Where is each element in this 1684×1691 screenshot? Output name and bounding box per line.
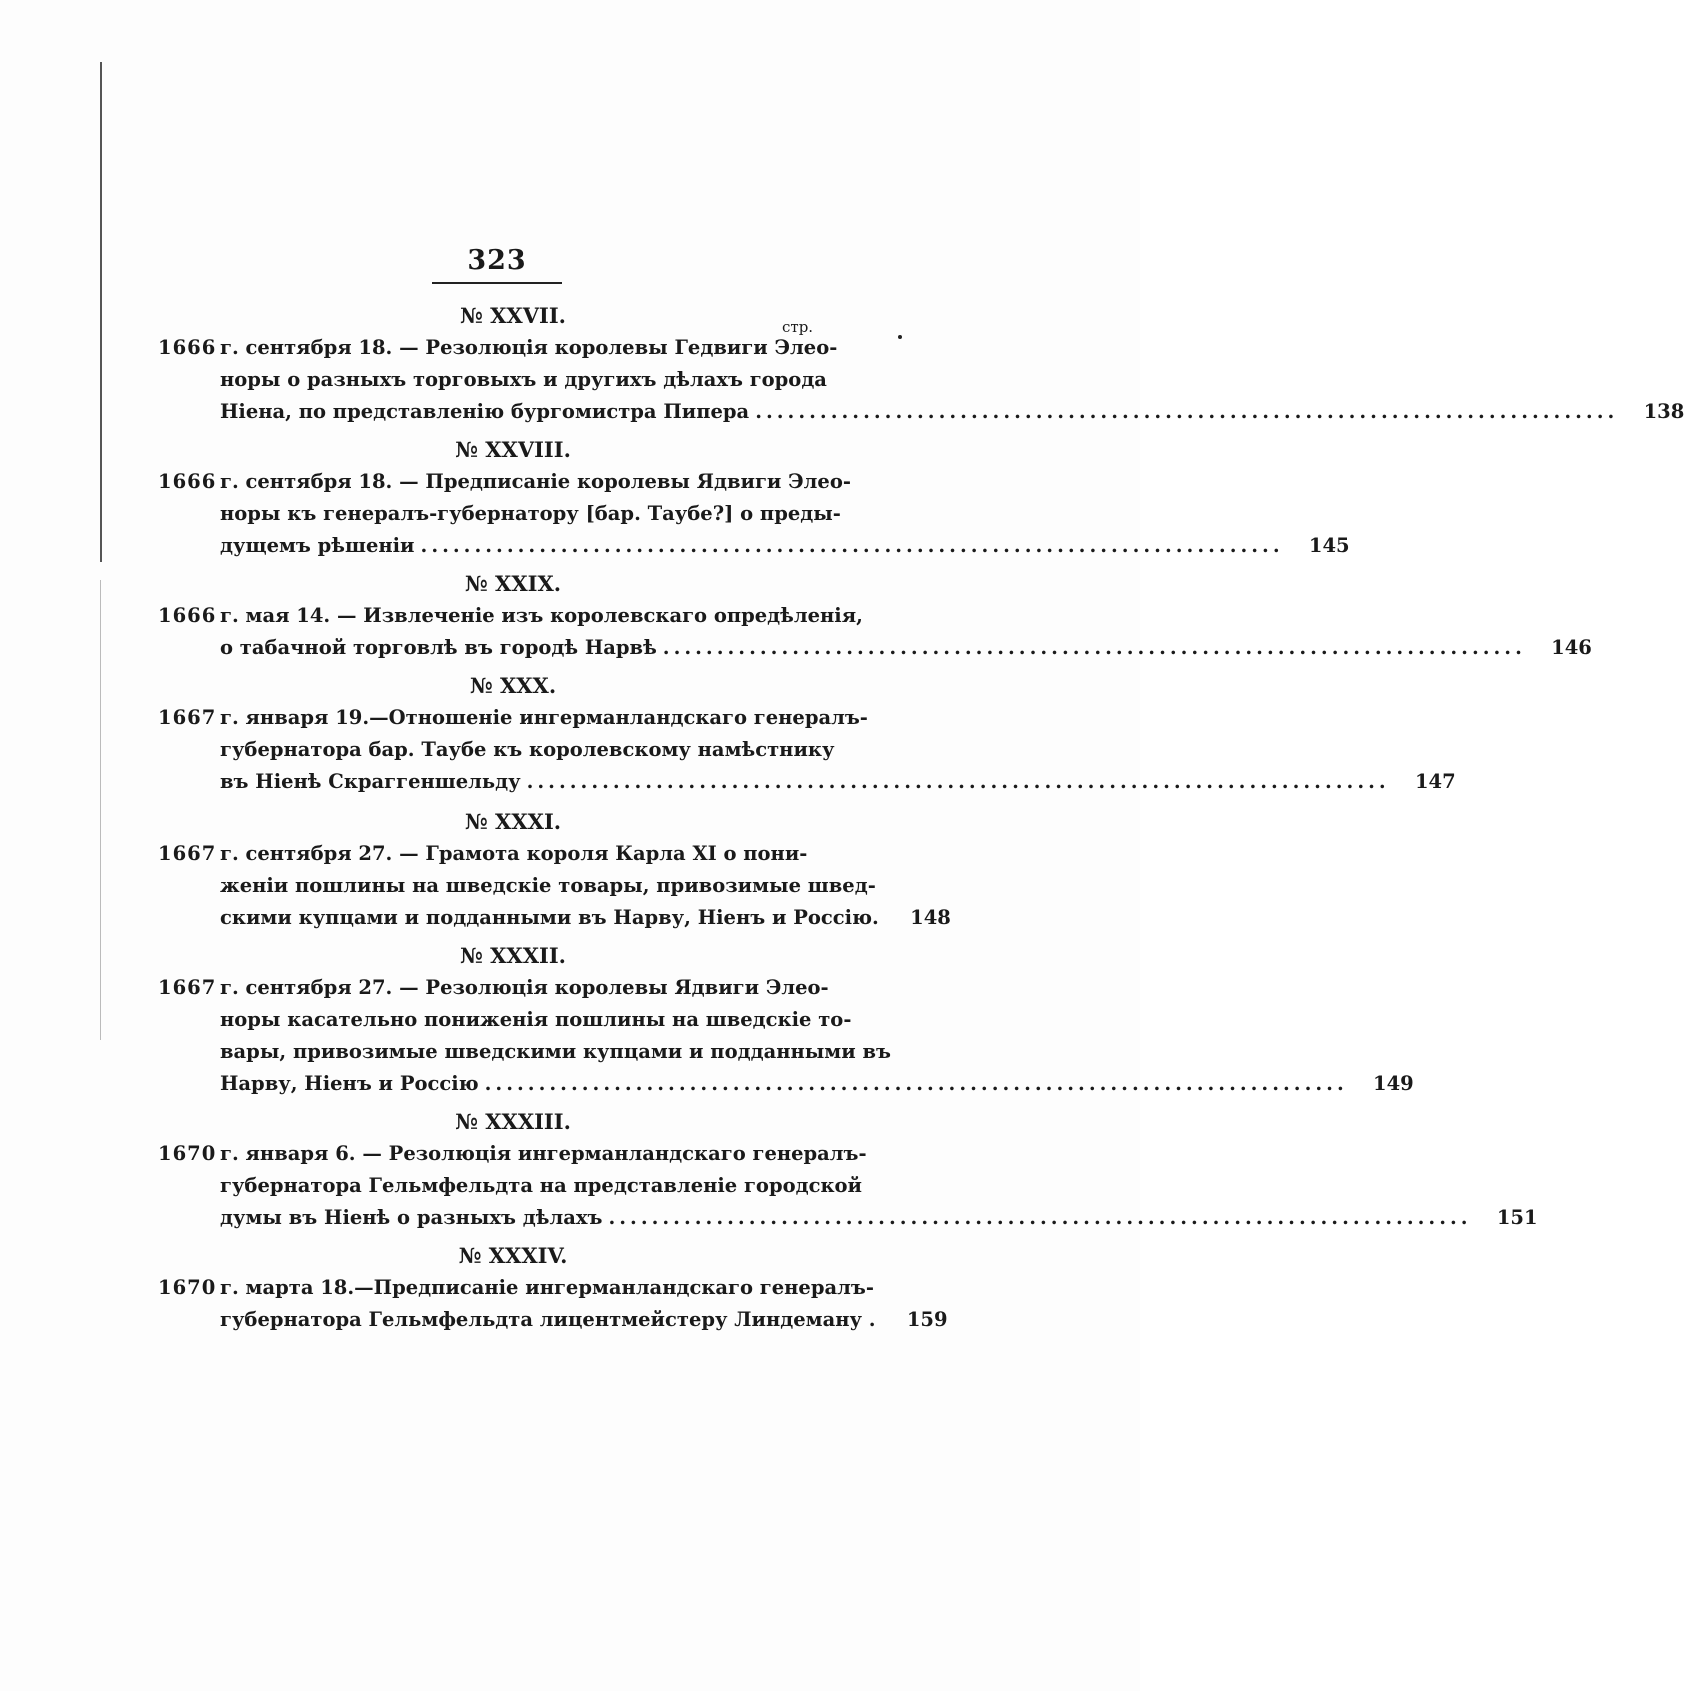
entry-text: г. сентября 18. — Резолюція королевы Гедвиги Элео- [220, 336, 838, 359]
entry-line [158, 972, 838, 1004]
toc-entry [158, 1240, 948, 1336]
entry-number: № XXXIV. [458, 1243, 568, 1268]
entry-page: 159 [906, 1308, 948, 1331]
entry-text: дущемъ рѣшеніи [220, 534, 415, 557]
entry-page: 138 [1643, 400, 1684, 423]
entry-line [158, 766, 1456, 798]
entry-line [158, 530, 1350, 562]
entry-line [158, 632, 1592, 664]
entry-text: г. сентября 27. — Грамота короля Карла XI о пони- [220, 842, 808, 865]
entry-text: думы въ Ніенѣ о разныхъ дѣлахъ [220, 1206, 603, 1229]
entry-year: 1667 [158, 706, 217, 729]
toc-entry [158, 670, 1456, 798]
dot-leader: ................................................................................ [608, 1206, 1472, 1229]
entry-line [158, 1272, 874, 1304]
entry-text: норы касательно пониженія пошлины на шведскіе то- [220, 1008, 852, 1031]
entry-year: 1667 [158, 976, 217, 999]
entry-page: 151 [1496, 1206, 1538, 1229]
entry-year: 1667 [158, 842, 217, 865]
entry-line [158, 838, 838, 870]
toc-entry [158, 434, 1350, 562]
entry-text: скими купцами и подданными въ Нарву, Ніенъ и Россію. [220, 906, 879, 929]
entry-text: женіи пошлины на шведскіе товары, привозимые швед- [220, 874, 876, 897]
entry-text: губернатора Гельмфельдта лицентмейстеру Линдеману . [220, 1308, 876, 1331]
ink-speck [898, 335, 902, 339]
entry-year: 1666 [158, 604, 217, 627]
toc-entry [158, 940, 1414, 1100]
page-edge [100, 62, 102, 562]
entry-number: № XXVII. [460, 303, 566, 328]
entry-line [158, 396, 1684, 428]
entry-text: г. сентября 27. — Резолюція королевы Ядвиги Элео- [220, 976, 829, 999]
entry-text: губернатора бар. Таубе къ королевскому намѣстнику [220, 738, 835, 761]
entry-line [158, 870, 876, 902]
page-number: 323 [467, 245, 527, 276]
entry-text: г. сентября 18. — Предписаніе королевы Ядвиги Элео- [220, 470, 851, 493]
entry-text: въ Ніенѣ Скраггеншельду [220, 770, 521, 793]
entry-text: г. мая 14. — Извлеченіе изъ королевскаго опредѣленія, [220, 604, 863, 627]
toc-entry [158, 806, 951, 934]
entry-text: г. января 6. — Резолюція ингерманландскаго генералъ- [220, 1142, 867, 1165]
dot-leader: ................................................................................ [755, 400, 1619, 423]
entry-text: норы къ генералъ-губернатору [бар. Таубе?] о преды- [220, 502, 841, 525]
entry-year: 1670 [158, 1142, 217, 1165]
dot-leader: ................................................................................ [526, 770, 1390, 793]
dot-leader: ................................................................................ [420, 534, 1284, 557]
toc-entry [158, 568, 1592, 664]
entry-number: № XXIX. [464, 571, 562, 596]
entry-text: вары, привозимые шведскими купцами и подданными въ [220, 1040, 891, 1063]
entry-year: 1666 [158, 336, 217, 359]
entry-line [158, 1036, 891, 1068]
column-heading: стр. [782, 318, 814, 336]
entry-page: 146 [1551, 636, 1592, 659]
dot-leader: ................................................................................ [662, 636, 1526, 659]
header-rule [432, 282, 562, 284]
entry-text: о табачной торговлѣ въ городѣ Нарвѣ [220, 636, 657, 659]
entry-text: Нарву, Ніенъ и Россію [220, 1072, 479, 1095]
entry-line [158, 1304, 948, 1336]
entry-text: Ніена, по представленію бургомистра Пипера [220, 400, 750, 423]
entry-year: 1670 [158, 1276, 217, 1299]
dot-leader: ................................................................................ [484, 1072, 1348, 1095]
entry-line [158, 498, 841, 530]
entry-line [158, 1068, 1414, 1100]
page-edge [100, 580, 101, 1040]
entry-page: 145 [1308, 534, 1350, 557]
entry-line [158, 702, 868, 734]
entry-number: № XXX. [469, 673, 557, 698]
entry-page: 149 [1373, 1072, 1414, 1095]
entry-line [158, 332, 838, 364]
entry-text: г. января 19.—Отношеніе ингерманландскаго генералъ- [220, 706, 868, 729]
entry-line [158, 1202, 1538, 1234]
toc-entry [158, 1106, 1538, 1234]
entry-text: г. марта 18.—Предписаніе ингерманландскаго генералъ- [220, 1276, 874, 1299]
entry-line [158, 1170, 863, 1202]
entry-line [158, 1004, 852, 1036]
entry-page: 148 [910, 906, 951, 929]
entry-line [158, 600, 863, 632]
entry-text: губернатора Гельмфельдта на представленіе городской [220, 1174, 863, 1197]
entry-number: № XXVIII. [455, 437, 571, 462]
entry-number: № XXXIII. [455, 1109, 571, 1134]
entry-text: норы о разныхъ торговыхъ и другихъ дѣлахъ города [220, 368, 827, 391]
entry-number: № XXXII. [460, 943, 566, 968]
entry-line [158, 466, 851, 498]
entry-year: 1666 [158, 470, 217, 493]
entry-line [158, 902, 951, 934]
entry-line [158, 734, 838, 766]
toc-entry [158, 300, 1684, 428]
entry-line [158, 1138, 867, 1170]
entry-line [158, 364, 838, 396]
entry-page: 147 [1414, 770, 1456, 793]
entry-number: № XXXI. [464, 809, 562, 834]
